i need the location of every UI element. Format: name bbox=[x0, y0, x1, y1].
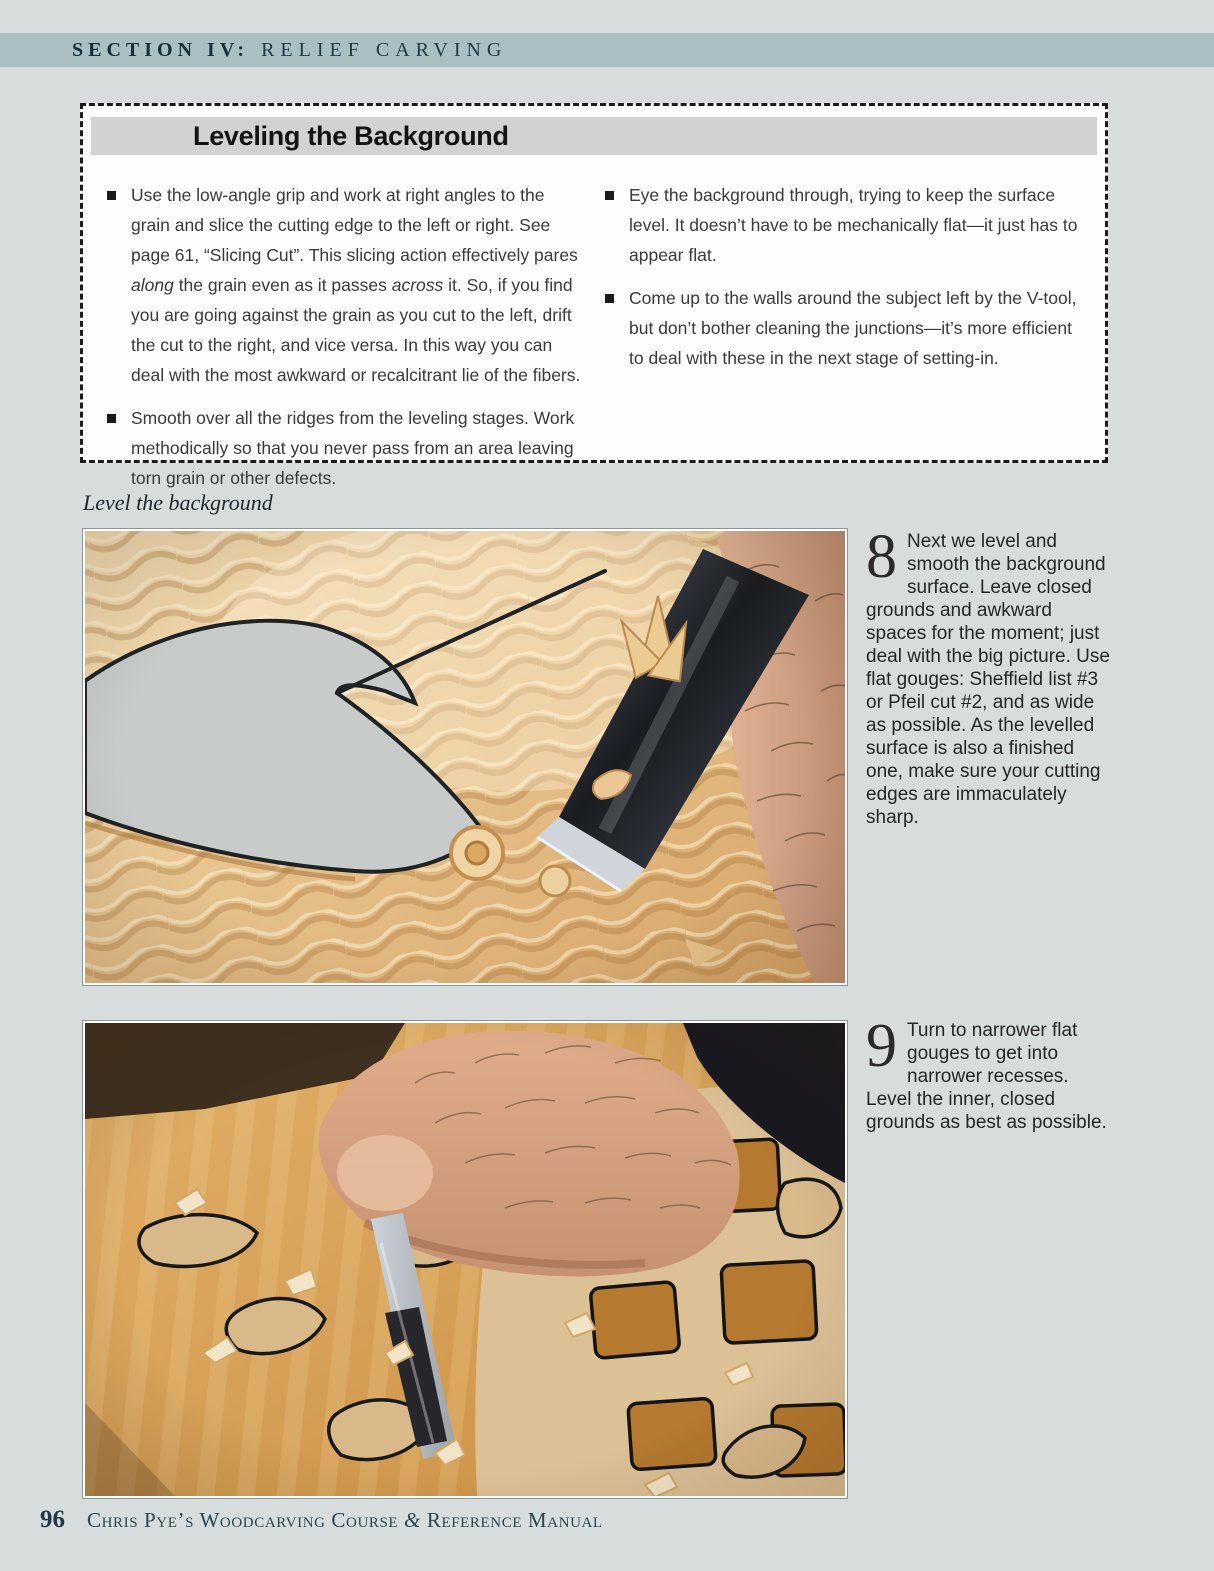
bullet-square-icon bbox=[605, 191, 614, 200]
section-label: SECTION IV: bbox=[72, 38, 250, 61]
photo-vignette bbox=[85, 531, 845, 983]
list-item bbox=[605, 283, 1081, 373]
step-body: Next we level and smooth the background surface. Leave closed grounds and awkward spaces for the moment; just deal with the big picture. Use flat gouges: Sheffield list #3 or Pfeil cut #2, and as wide as possible. As the levelled surface is also a finished one, make sure your cutting edges are immaculately sharp. bbox=[866, 531, 1110, 828]
bullet-text-italic: along bbox=[131, 275, 174, 295]
bullet-text-italic: across bbox=[391, 275, 444, 295]
photo-step-9 bbox=[82, 1020, 848, 1499]
info-box-title: Leveling the Background bbox=[193, 120, 509, 151]
book-title-ampersand: & bbox=[404, 1508, 421, 1532]
photo-step-8-illustration bbox=[85, 531, 845, 983]
bullet-text-run: Use the low-angle grip and work at right angles to the grain and slice the cutting edge to the left or right. See page 61, “Slicing Cut”. This slicing action effectively pares bbox=[131, 185, 578, 265]
photo-caption: Level the background bbox=[83, 490, 273, 515]
info-box-left-column bbox=[107, 180, 583, 493]
bullet-text: Smooth over all the ridges from the leveling stages. Work methodically so that you never pass from an area leaving torn grain or other defects. bbox=[131, 408, 575, 488]
list-item bbox=[107, 180, 583, 390]
bullet-text bbox=[131, 180, 583, 390]
photo-step-8 bbox=[82, 528, 848, 986]
bullet-text-run: it. So, if you find you are going against the grain as you cut to the left, drift the cut to the right, and vice versa. In this way you can deal with the most awkward or recalcitrant lie of the fibers. bbox=[131, 275, 581, 385]
page-footer bbox=[40, 1506, 603, 1534]
step-9-text-block bbox=[866, 1012, 1116, 1134]
bullet-square-icon bbox=[107, 191, 116, 200]
list-item bbox=[107, 403, 583, 493]
bullet-text: Come up to the walls around the subject left by the V-tool, but don’t bother cleaning the junctions—it’s more efficient to deal with these in the next stage of setting-in. bbox=[629, 288, 1077, 368]
book-title bbox=[87, 1508, 603, 1533]
step-8-text-block bbox=[866, 523, 1116, 829]
step-number: 9 bbox=[866, 1012, 897, 1080]
book-title-run: Chris Pye’s Woodcarving Course bbox=[87, 1508, 405, 1532]
section-header-bar bbox=[0, 33, 1214, 67]
step-number: 8 bbox=[866, 523, 897, 591]
bullet-text: Eye the background through, trying to keep the surface level. It doesn’t have to be mechanically flat—it just has to appear flat. bbox=[629, 185, 1078, 265]
bullet-square-icon bbox=[107, 414, 116, 423]
photo-vignette bbox=[85, 1023, 845, 1496]
info-box-columns bbox=[83, 155, 1105, 493]
step-body: Turn to narrower flat gouges to get into narrower recesses. Level the inner, closed grounds as best as possible. bbox=[866, 1020, 1107, 1133]
page-number: 96 bbox=[40, 1506, 65, 1533]
info-box-title-bar bbox=[91, 117, 1097, 155]
photo-step-9-illustration bbox=[85, 1023, 845, 1496]
leveling-info-box bbox=[80, 103, 1108, 488]
bullet-square-icon bbox=[605, 294, 614, 303]
info-box-right-column bbox=[605, 180, 1081, 493]
section-title: RELIEF CARVING bbox=[261, 38, 508, 61]
book-title-run: Reference Manual bbox=[420, 1508, 603, 1532]
bullet-text-run: the grain even as it passes bbox=[173, 275, 392, 295]
list-item bbox=[605, 180, 1081, 270]
